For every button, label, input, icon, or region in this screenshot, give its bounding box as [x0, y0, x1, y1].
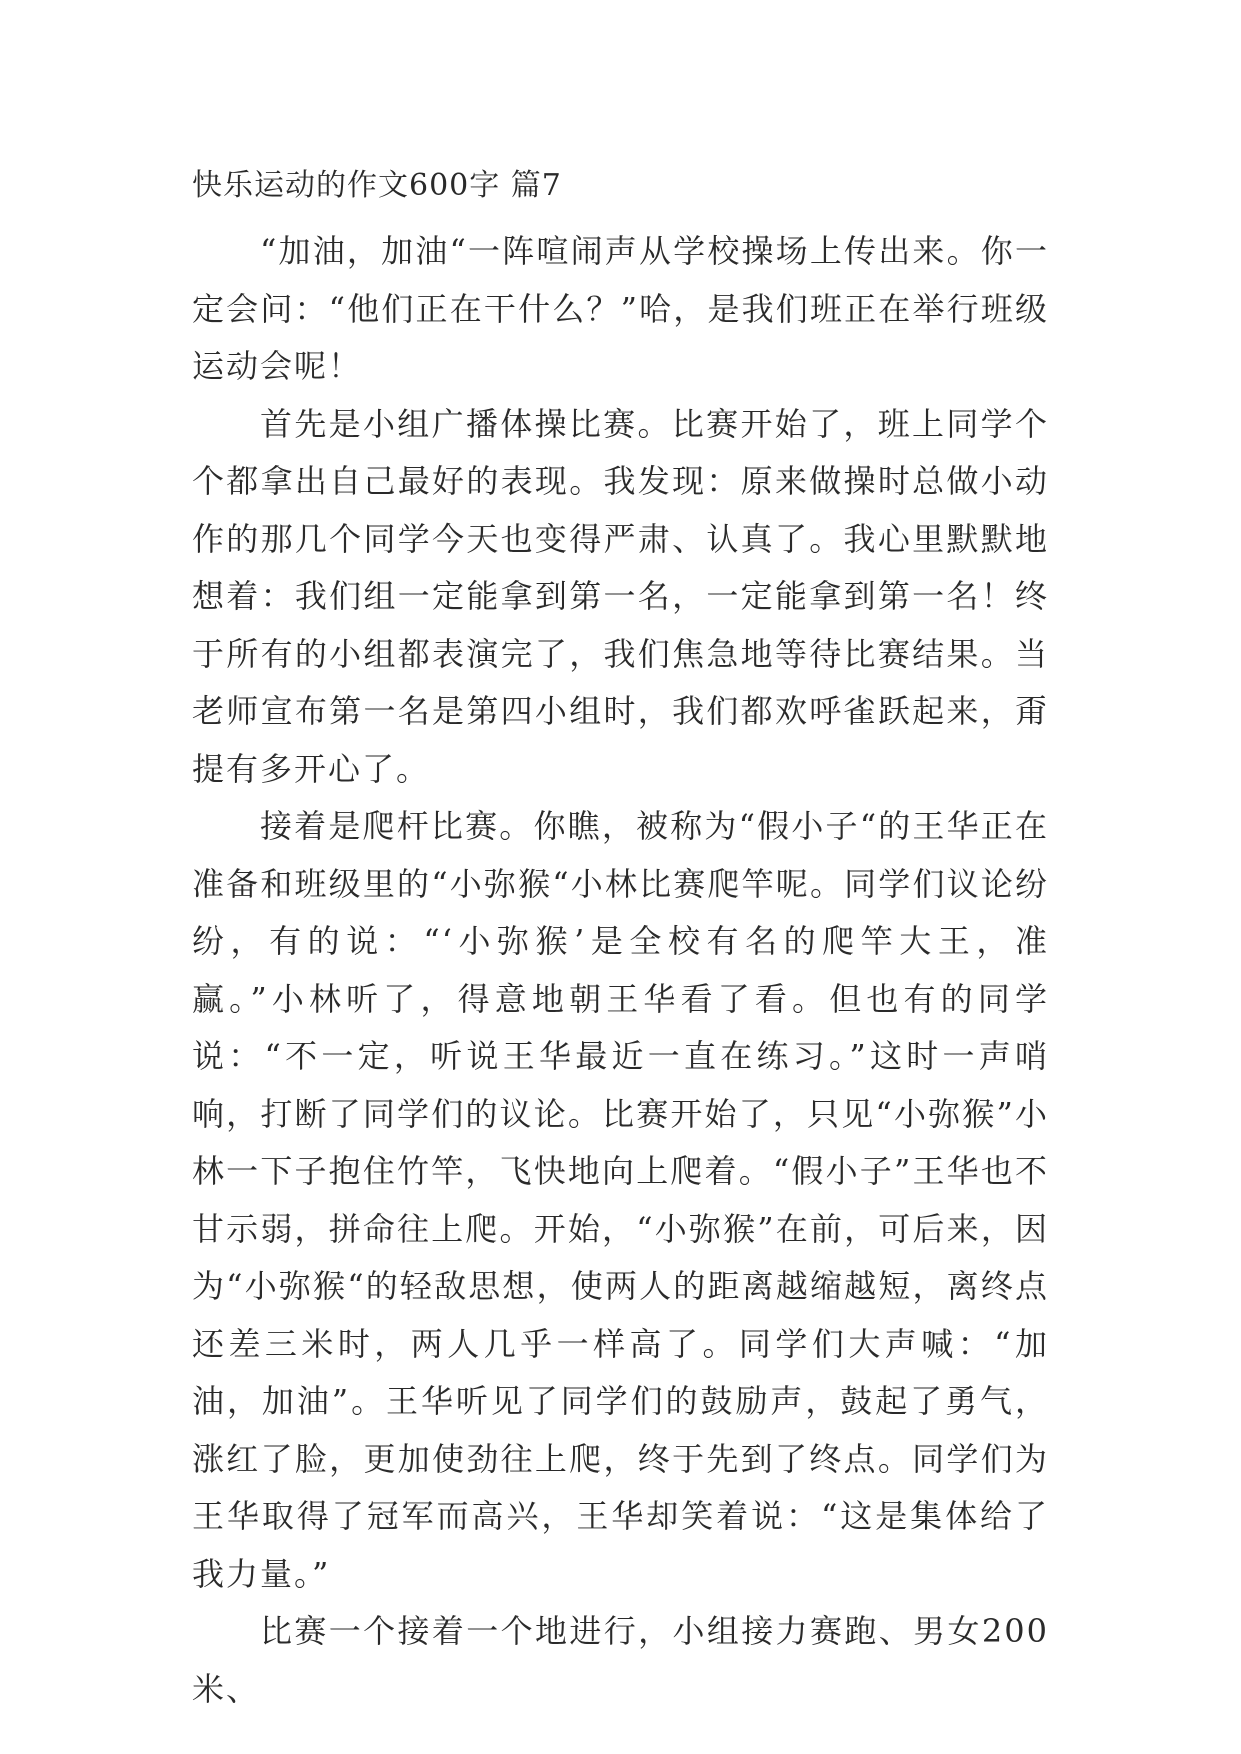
paragraph-3: 接着是爬杆比赛。你瞧，被称为“假小子“的王华正在准备和班级里的“小弥猴“小林比赛爬竿呢。同学们议论纷纷，有的说：“‘小弥猴’是全校有名的爬竿大王，准赢。”小林听了，得意地朝王华看了看。但也有的同学说：“不一定，听说王华最近一直在练习。”这时一声哨响，打断了同学们的议论。比赛开始了，只见“小弥猴”小林一下子抱住竹竿，飞快地向上爬着。“假小子”王华也不甘示弱，拼命往上爬。开始，“小弥猴”在前，可后来，因为“小弥猴“的轻敌思想，使两人的距离越缩越短，离终点还差三米时，两人几乎一样高了。同学们大声喊：“加油，加油”。王华听见了同学们的鼓励声，鼓起了勇气，涨红了脸，更加使劲往上爬，终于先到了终点。同学们为王华取得了冠军而高兴，王华却笑着说：“这是集体给了我力量。”	[192, 807, 1049, 1593]
document-body	[192, 223, 1049, 1718]
paragraph-4: 比赛一个接着一个地进行，小组接力赛跑、男女200米、	[192, 1612, 1049, 1708]
paragraph-2: 首先是小组广播体操比赛。比赛开始了，班上同学个个都拿出自己最好的表现。我发现：原来做操时总做小动作的那几个同学今天也变得严肃、认真了。我心里默默地想着：我们组一定能拿到第一名，一定能拿到第一名！终于所有的小组都表演完了，我们焦急地等待比赛结果。当老师宣布第一名是第四小组时，我们都欢呼雀跃起来，甭提有多开心了。	[192, 404, 1049, 788]
document-title: 快乐运动的作文600字 篇7	[192, 168, 562, 203]
paragraph-1: “加油，加油“一阵喧闹声从学校操场上传出来。你一定会问：“他们正在干什么？”哈，是我们班正在举行班级运动会呢！	[192, 232, 1049, 385]
